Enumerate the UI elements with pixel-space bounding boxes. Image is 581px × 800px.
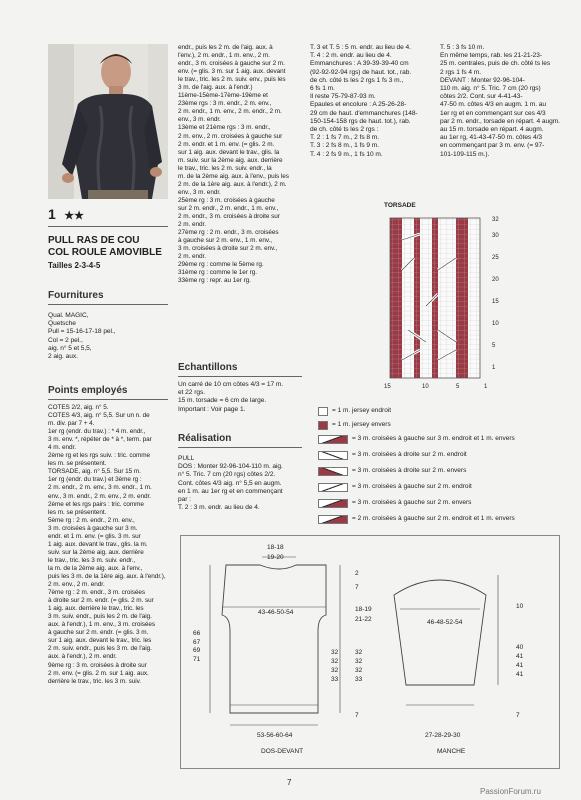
right-col-a [331,648,338,684]
height-value: 41 [516,671,524,678]
sleeve-right-heights [516,643,523,679]
title-line-2: COL ROULE AMOVIBLE [48,247,162,258]
row-label: 20 [492,277,499,283]
legend-swatch-cross [318,451,348,460]
echantillons-heading: Echantillons [178,362,238,373]
height-value: 32 [355,649,363,656]
height-value: 32 [331,658,339,665]
title-block [48,206,84,224]
right-armhole: 18-19 [355,606,372,613]
col-label: 15 [384,384,391,390]
legend-item [318,420,391,430]
legend-item [318,466,466,476]
model-number: 1 [48,206,56,222]
height-value: 32 [355,658,363,665]
fournitures-divider [48,304,168,305]
model-photo-illustration [48,44,168,199]
legend-swatch-filled [318,421,328,430]
points-text: COTES 2/2, aig. n° 5. COTES 4/3, aig. n° 5,5. Sur un n. de m. div. par 7 + 4. 1er rg (endr. du trav.) : * 4 m. endr., 3 m. env. *, répéter de * à *, term. par 4 m. endr. 2ème rg et les rgs suiv. : tric. comme les m. se présentent. TORSADE, aig. n° 5,5. Sur 15 m. 1er rg (endr. du trav.) et 3ème rg : 2 m. endr., 2 m. env., 3 m. endr., 1 m. env., 3 m. endr., 2 m. env., 2 m. endr. 2ème et les rgs pairs : tric. comme les m. se présentent. 5ème rg : 2 m. endr., 2 m. env., 3 m. croisées à gauche sur 3 m. endr. et 1 m. env. (= glis. 3 m. sur 1 aig. aux. devant le trav., glis. la m. suiv. sur la 2ème aig. aux. derrière le trav., tric. les 3 m. suiv. endr., la m. de la 2ème aig. aux. à l'env., puis les 3 m. de la 1ère aig. aux. à l'endr.), 2 m. env., 2 m. endr. 7ème rg : 2 m. endr., 3 m. croisées à droite sur 2 m. endr. (= glis. 2 m. sur 1 aig. aux. derrière le trav., tric. les 3 m. suiv. endr., puis les 2 m. de l'aig. aux. à l'endr.), 1 m. env., 3 m. croisées à gauche sur 2 m. endr. (= glis. 3 m. sur 1 aig. aux. devant le trav., tric. les 2 m. suiv. endr., puis les 3 m. de l'aig. aux. à l'endr.), 2 m. endr. 9ème rg : 3 m. croisées à droite sur 2 m. env. (= glis. 2 m. sur 1 aig. aux. derrière le trav., tric. les 3 m. suiv. [48,404,166,685]
height-value: 69 [193,647,201,654]
realisation-divider [178,447,302,448]
title-line-1: PULL RAS DE COU [48,235,140,246]
page-number: 7 [287,778,292,787]
sleeve-right-bottom: 7 [516,712,520,719]
realisation-heading: Réalisation [178,433,232,444]
row-label: 30 [492,233,499,239]
right-top-b: 7 [355,584,359,591]
points-divider [48,399,168,400]
echantillons-text: Un carré de 10 cm côtes 4/3 = 17 m. et 22 rgs. 15 m. torsade = 6 cm de large. Important : Voir page 1. [178,381,284,413]
legend-text: = 1 m. jersey envers [332,421,391,428]
col3-text: T. 3 et T. 5 : 5 m. endr. au lieu de 4. T. 4 : 2 m. endr. au lieu de 4. Emmanchures : A 39-39-39-40 cm (92-92-92-94 rgs) de haut. tot., rab. de ch. côté ts les 2 rgs 1 fs 3 m., 6 fs 1 m. Il reste 75-79-87-93 m. Epaules et encolure : A 25-26-28- 29 cm de haut. d'emmanchures (148- 150-154-158 rgs de haut. tot.), rab. de ch. côté ts les 2 rgs : T. 2 : 1 fs 7 m., 2 fs 8 m. T. 3 : 2 fs 8 m., 1 fs 9 m. T. 4 : 2 fs 9 m., 1 fs 10 m. [310,44,418,158]
chart-row-labels [492,215,506,379]
legend-item [318,498,471,508]
col2-text: endr., puis les 2 m. de l'aig. aux. à l'env.), 2 m. endr., 1 m. env., 2 m. endr., 3 m. croisées à gauche sur 2 m. env. (= glis. 3 m. sur 1 aig. aux. devant le trav., tric. les 2 m. suiv. env., puis les 3 m. de l'aig. aux. à l'endr.) 11ème-15ème-17ème-19ème et 23ème rgs : 3 m. endr., 2 m. env., 2 m. endr., 1 m. env., 2 m. endr., 2 m. env., 3 m. endr. 13ème et 21ème rgs : 3 m. endr., 2 m. env., 2 m. croisées à gauche sur 2 m. endr. et 1 m. env. (= glis. 2 m. sur 1 aig. aux. devant le trav., glis. la m. suiv. sur la 2ème aig. aux. derrière le trav., tric. les 2 m. suiv. endr., la m. de la 2ème aig. aux. à l'env., puis les 2 m. de la 1ère aig. aux. à l'endr.), 2 m. env., 3 m. endr. 25ème rg : 3 m. croisées à gauche sur 2 m. endr., 2 m. endr., 1 m. env., 2 m. endr., 3 m. croisées à droite sur 2 m. endr. 27ème rg : 2 m. endr., 3 m. croisées à gauche sur 2 m. env., 1 m. env., 3 m. croisées à droite sur 2 m. env., 2 m. endr. 29ème rg : comme le 5ème rg. 31ème rg : comme le 1er rg. 33ème rg : repr. au 1er rg. [178,44,289,285]
body-caption: DOS-DEVANT [261,748,304,755]
right-armhole-b: 21-22 [355,616,372,623]
legend-swatch-cross [318,515,348,524]
watermark: PassionForum.ru [480,787,541,796]
legend-text: = 1 m. jersey endroit [332,407,392,414]
fournitures-heading: Fournitures [48,290,104,301]
neck-bottom-label: 19-20 [267,554,284,561]
col-label: 1 [484,384,488,390]
legend-item [318,434,515,444]
left-heights [193,630,200,664]
sizes: Tailles 2-3-4-5 [48,261,101,270]
height-value: 67 [193,638,201,646]
legend-swatch-cross [318,499,348,508]
row-label: 15 [492,299,499,305]
height-value: 41 [516,653,524,660]
sleeve-caption: MANCHE [437,748,466,755]
right-bottom: 7 [355,712,359,719]
body-schematic [180,535,558,767]
col4-text: T. 5 : 3 fs 10 m. En même temps, rab. les 21-21-23- 25 m. centrales, puis de ch. côté ts les 2 rgs 1 fs 4 m. DEVANT : Monter 92-96-104- 110 m. aig. n° 5. Tric. 7 cm (20 rgs) côtes 2/2. Cont. sur 4-41-43- 47-50 m. côtes 4/3 en augm. 1 m. au 1er rg et en commençant sur ces 4/3 par 2 m. endr., torsade en répart. 4 augm. au 15 m. torsade en répart. 4 augm. au 1er rg, 41-43-47-50 m. côtes 4/3 en commençant par 3 m. env. (= 97- 101-109-115 m.). [440,44,560,158]
legend-text: = 3 m. croisées à droite sur 2 m. envers [352,467,467,474]
legend-text: = 2 m. croisées à gauche sur 2 m. endroit et 1 m. envers [352,515,515,522]
height-value: 32 [331,649,339,656]
legend-item [318,450,467,460]
chart-title: TORSADE [384,202,416,209]
legend-text: = 3 m. croisées à gauche sur 3 m. endroit et 1 m. envers [352,435,515,442]
bottom-width-label: 53-56-60-64 [257,732,293,739]
legend-swatch-blank [318,407,328,416]
row-label: 10 [492,321,499,327]
right-col-b [355,648,362,684]
height-value: 32 [355,667,363,674]
height-value: 32 [331,667,339,674]
legend-swatch-cross [318,483,348,492]
height-value: 40 [516,644,524,651]
garment-title [48,235,168,259]
sleeve-right-top: 10 [516,603,524,610]
height-value: 33 [331,676,339,683]
model-photo [48,44,168,199]
echantillons-divider [178,376,302,377]
right-top-a: 2 [355,570,359,577]
sleeve-bottom-width: 27-28-29-30 [425,732,461,739]
row-label: 32 [492,217,499,223]
sleeve-top-width: 46-48-52-54 [427,619,463,626]
height-value: 71 [193,655,201,663]
legend-text: = 3 m. croisées à gauche sur 2 m. endroit [352,483,472,490]
legend-text: = 3 m. croisées à droite sur 2 m. endroit [352,451,467,458]
legend-item [318,482,472,492]
col-label: 10 [422,384,429,390]
neck-top-label: 18-18 [267,544,284,551]
title-divider [48,226,168,227]
legend-item [318,406,391,416]
height-value: 66 [193,630,201,637]
realisation-text: PULL DOS : Monter 92-96-104-110 m. aig. n° 5. Tric. 7 cm (20 rgs) côtes 2/2. Cont. côtes 4/3 aig. n° 5,5 en augm. en 1 m. au 1er rg et en commençant par : T. 2 : 3 m. endr. au lieu de 4. [178,455,283,512]
row-label: 1 [492,365,496,371]
difficulty-stars: ★★ [64,210,84,222]
points-heading: Points employés [48,385,128,396]
height-value: 41 [516,662,524,669]
legend-item [318,514,515,524]
legend-swatch-cross [318,435,348,444]
col-label: 5 [456,384,460,390]
shoulder-width-label: 43-46-50-54 [258,609,294,616]
row-label: 25 [492,255,499,261]
row-label: 5 [492,343,496,349]
legend-swatch-cross [318,467,348,476]
legend-text: = 3 m. croisées à gauche sur 2 m. envers [352,499,472,506]
height-value: 33 [355,676,363,683]
fournitures-text: Qual. MAGIC, Quetsche Pull = 15-16-17-18 pel., Col = 2 pel., aig. n° 5 et 5,5, 2 aig. aux. [48,312,116,361]
